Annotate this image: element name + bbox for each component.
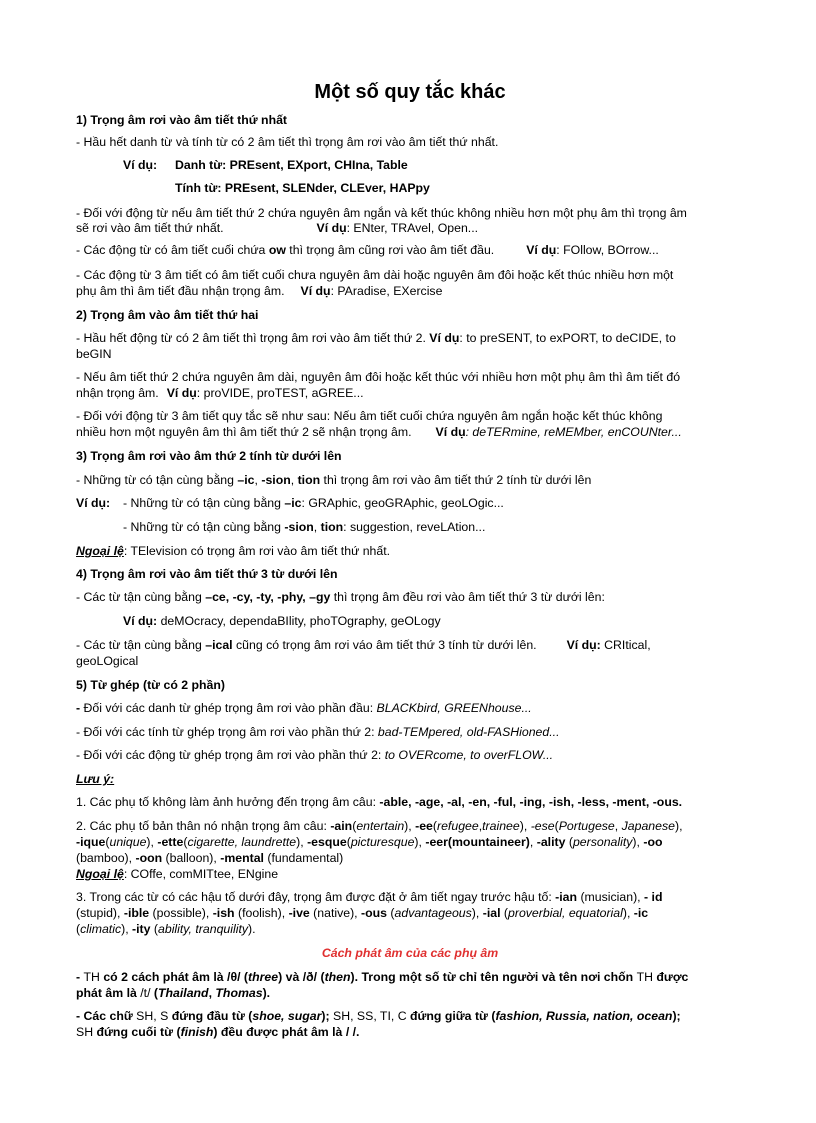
text-run: shoe, sugar	[252, 1009, 322, 1023]
section-2-para-3b: nhiều hơn một nguyên âm thì âm tiết thứ 2 sẽ nhận trọng âm. Ví dụ: deTERmine, reMEMber, enCOUNter...	[76, 425, 682, 439]
text-run: -oo	[643, 835, 663, 849]
text-run: SH	[76, 1025, 94, 1039]
text-run: đứng cuối từ (	[93, 1025, 181, 1039]
section-1-para-3: - Các động từ có âm tiết cuối chứa ow thì trọng âm cũng rơi vào âm tiết đầu. Ví dụ: FOllow, BOrrow...	[76, 243, 659, 257]
text-run: ),	[519, 819, 531, 833]
text-run: (musician),	[577, 890, 645, 904]
text-run: climatic	[80, 922, 122, 936]
section-3-example-sion: - Những từ có tận cùng bằng -sion, tion: suggestion, reveLAtion...	[123, 520, 486, 534]
text-run: personality	[572, 835, 633, 849]
section-1-example-nouns: Danh từ: PREsent, EXport, CHIna, Table	[175, 158, 408, 172]
text-run: ),	[404, 819, 416, 833]
text-run: fashion, Russia, nation, ocean	[495, 1009, 673, 1023]
text-run: -ian	[555, 890, 578, 904]
text-run: Thailand	[158, 986, 209, 1000]
text-run: (	[76, 922, 81, 936]
text-run: TH	[636, 970, 653, 984]
text-run: -ain	[330, 819, 353, 833]
text-run: ,	[529, 835, 537, 849]
text-run: -ique	[76, 835, 106, 849]
note-2-exception: Ngoại lệ: COffe, comMITtee, ENgine	[76, 867, 279, 881]
note-2-line-3	[76, 851, 343, 866]
pronunciation-para-1-line-1	[76, 970, 688, 985]
text-run: -ity	[132, 922, 151, 936]
text-run: finish	[180, 1025, 214, 1039]
text-run: -ee	[415, 819, 433, 833]
text-run: (	[183, 835, 188, 849]
section-5-para-2: - Đối với các tính từ ghép trọng âm rơi vào phần thứ 2: bad-TEMpered, old-FASHioned...	[76, 725, 560, 739]
text-run: ),	[622, 906, 634, 920]
pronunciation-heading: Cách phát âm của các phụ âm	[321, 946, 499, 960]
section-3-heading: 3) Trọng âm rơi vào âm thứ 2 tính từ dưới lên	[76, 449, 342, 463]
section-2-para-2a: - Nếu âm tiết thứ 2 chứa nguyên âm dài, nguyên âm đôi hoặc kết thúc với nhiều hơn một phụ âm thì âm tiết đó	[76, 370, 681, 384]
page-title: Một số quy tắc khác	[314, 81, 506, 103]
text-run: ) đều được phát âm là / /.	[213, 1025, 360, 1039]
section-5-para-1: - Đối với các danh từ ghép trọng âm rơi vào phần đầu: BLACKbird, GREENhouse...	[76, 701, 532, 715]
section-3-para-1: - Những từ có tận cùng bằng –ic, -sion, tion thì trọng âm rơi vào âm tiết thứ 2 tính từ dưới lên	[76, 473, 592, 487]
text-run: (	[352, 819, 357, 833]
text-run: (stupid),	[76, 906, 124, 920]
text-run: );	[321, 1009, 333, 1023]
text-run: (	[554, 819, 559, 833]
text-run: 3. Trong các từ có các hậu tố dưới đây, trọng âm được đặt ở âm tiết ngay trước hậu tố:	[76, 890, 556, 904]
text-run: đứng đầu từ (	[168, 1009, 253, 1023]
text-run: phát âm là	[76, 986, 141, 1000]
text-run: -	[76, 970, 84, 984]
text-run: -mental	[220, 851, 264, 865]
text-run: -eer(mountaineer)	[425, 835, 530, 849]
text-run: được	[652, 970, 689, 984]
text-run: SH, SS, TI, C	[333, 1009, 407, 1023]
text-run: ) và /ð/ (	[278, 970, 325, 984]
text-run: advantageous	[394, 906, 472, 920]
section-1-example-adjectives: Tính từ: PREsent, SLENder, CLEver, HAPpy	[175, 181, 430, 195]
text-run: SH, S	[136, 1009, 169, 1023]
text-run: TH	[83, 970, 100, 984]
text-run: cigarette, laundrette	[187, 835, 297, 849]
text-run: (	[346, 835, 351, 849]
text-run: three	[248, 970, 279, 984]
section-2-para-1b: beGIN	[76, 347, 112, 361]
text-run: (bamboo),	[76, 851, 136, 865]
note-2-line-1	[76, 819, 682, 834]
note-3-line-1	[76, 890, 662, 905]
text-run: ),	[146, 835, 158, 849]
text-run: (	[565, 835, 573, 849]
text-run: -ible	[123, 906, 150, 920]
section-2-para-2b: nhận trọng âm. Ví dụ: proVIDE, proTEST, aGREE...	[76, 386, 364, 400]
text-run: -ous	[361, 906, 387, 920]
pronunciation-para-1-line-2	[76, 986, 270, 1001]
text-run: );	[672, 1009, 681, 1023]
section-4-example: Ví dụ: deMOcracy, dependaBIlity, phoTOgraphy, geOLogy	[123, 614, 441, 628]
section-5-heading: 5) Từ ghép (từ có 2 phần)	[76, 678, 225, 692]
text-run: (	[387, 906, 395, 920]
text-run: (balloon),	[162, 851, 221, 865]
text-run: (	[500, 906, 509, 920]
text-run: trainee	[482, 819, 520, 833]
text-run: Portugese	[558, 819, 615, 833]
text-run: ),	[414, 835, 426, 849]
notes-label: Lưu ý:	[76, 772, 115, 786]
section-5-para-3: - Đối với các động từ ghép trọng âm rơi vào phần thứ 2: to OVERcome, to overFLOW...	[76, 748, 554, 762]
text-run: 2. Các phụ tố bản thân nó nhận trọng âm câu:	[76, 819, 331, 833]
section-1-para-4b: phụ âm thì âm tiết đầu nhận trọng âm. Ví dụ: PAradise, EXercise	[76, 284, 443, 298]
text-run: có 2 cách phát âm là /θ/ (	[99, 970, 249, 984]
section-2-heading: 2) Trọng âm vào âm tiết thứ hai	[76, 308, 259, 322]
text-run: (fundamental)	[263, 851, 344, 865]
text-run: -ese	[530, 819, 555, 833]
pronunciation-para-2-line-1	[76, 1009, 681, 1024]
text-run: /t/	[140, 986, 151, 1000]
section-1-para-2a: - Đối với động từ nếu âm tiết thứ 2 chứa nguyên âm ngắn và kết thúc không nhiều hơn một phụ âm thì trọng âm	[76, 206, 687, 220]
text-run: -oon	[135, 851, 163, 865]
text-run: ),	[471, 906, 483, 920]
text-run: ),	[632, 835, 644, 849]
text-run: ,	[614, 819, 622, 833]
text-run: đứng giữa từ (	[406, 1009, 496, 1023]
text-run: ). Trong một số từ chỉ tên người và tên nơi chốn	[350, 970, 637, 984]
text-run: picturesque	[350, 835, 415, 849]
text-run: (	[150, 922, 159, 936]
note-3-line-3	[76, 922, 256, 937]
section-1-example-label: Ví dụ:	[123, 158, 158, 172]
text-run: (	[150, 986, 159, 1000]
text-run: -esque	[307, 835, 347, 849]
section-4-heading: 4) Trọng âm rơi vào âm tiết thứ 3 từ dưới lên	[76, 567, 338, 581]
text-run: entertain	[356, 819, 405, 833]
text-run: (possible),	[149, 906, 213, 920]
text-run: ,	[208, 986, 216, 1000]
text-run: proverbial, equatorial	[508, 906, 623, 920]
section-1-para-2b: sẽ rơi vào âm tiết thứ nhất. Ví dụ: ENter, TRAvel, Open...	[76, 221, 479, 235]
text-run: (	[105, 835, 110, 849]
text-run: (	[432, 819, 437, 833]
text-run: ,	[478, 819, 483, 833]
text-run: ),	[121, 922, 133, 936]
text-run: unique	[109, 835, 147, 849]
section-2-para-3a: - Đối với động từ 3 âm tiết quy tắc sẽ như sau: Nếu âm tiết cuối chứa nguyên âm ngắn hoặc kết thúc không	[76, 409, 663, 423]
text-run: -ic	[633, 906, 649, 920]
text-run: (foolish),	[234, 906, 289, 920]
section-3-exception: Ngoại lệ: TElevision có trọng âm rơi vào âm tiết thứ nhất.	[76, 544, 391, 558]
section-4-para-2a: - Các từ tận cùng bằng –ical cũng có trọng âm rơi váo âm tiết thứ 3 tính từ dưới lên. Ví dụ: CRItical,	[76, 638, 651, 652]
text-run: - Các chữ	[76, 1009, 137, 1023]
text-run: - id	[644, 890, 663, 904]
note-2-line-2	[76, 835, 662, 850]
text-run: -ial	[482, 906, 501, 920]
text-run: Thomas	[215, 986, 263, 1000]
section-1-para-1: - Hầu hết danh từ và tính từ có 2 âm tiết thì trọng âm rơi vào âm tiết thứ nhất.	[76, 135, 499, 149]
section-4-para-2b: geoLOgical	[76, 654, 139, 668]
text-run: (native),	[309, 906, 362, 920]
section-4-para-1: - Các từ tận cùng bằng –ce, -cy, -ty, -phy, –gy thì trọng âm đều rơi vào âm tiết thứ 3 từ dưới lên:	[76, 590, 605, 604]
text-run: ),	[296, 835, 308, 849]
text-run: ability, tranquility	[158, 922, 249, 936]
text-run: -ish	[212, 906, 235, 920]
section-2-para-1a: - Hầu hết động từ có 2 âm tiết thì trọng âm rơi vào âm tiết thứ 2. Ví dụ: to preSENT, to exPORT, to deCIDE, to	[76, 331, 676, 345]
pronunciation-para-2-line-2	[76, 1025, 359, 1040]
text-run: ),	[674, 819, 683, 833]
section-1-heading: 1) Trọng âm rơi vào âm tiết thứ nhất	[76, 113, 288, 127]
section-1-para-4a: - Các động từ 3 âm tiết có âm tiết cuối chưa nguyên âm dài hoặc nguyên âm đôi hoặc kết thúc nhiều hơn một	[76, 268, 674, 282]
note-3-line-2	[76, 906, 648, 921]
text-run: refugee	[437, 819, 479, 833]
note-1: 1. Các phụ tố không làm ảnh hưởng đến trọng âm câu: -able, -age, -al, -en, -ful, -ing, -ish, -less, -ment, -ous.	[76, 795, 683, 809]
text-run: Japanese	[621, 819, 675, 833]
section-3-example-ic: - Những từ có tận cùng bằng –ic: GRAphic, geoGRAphic, geoLOgic...	[123, 496, 504, 510]
text-run: -ality	[536, 835, 566, 849]
text-run: ).	[248, 922, 256, 936]
text-run: -ive	[288, 906, 310, 920]
text-run: -ette	[157, 835, 184, 849]
text-run: ).	[262, 986, 271, 1000]
section-3-example-label: Ví dụ:	[76, 496, 111, 510]
text-run: then	[324, 970, 351, 984]
